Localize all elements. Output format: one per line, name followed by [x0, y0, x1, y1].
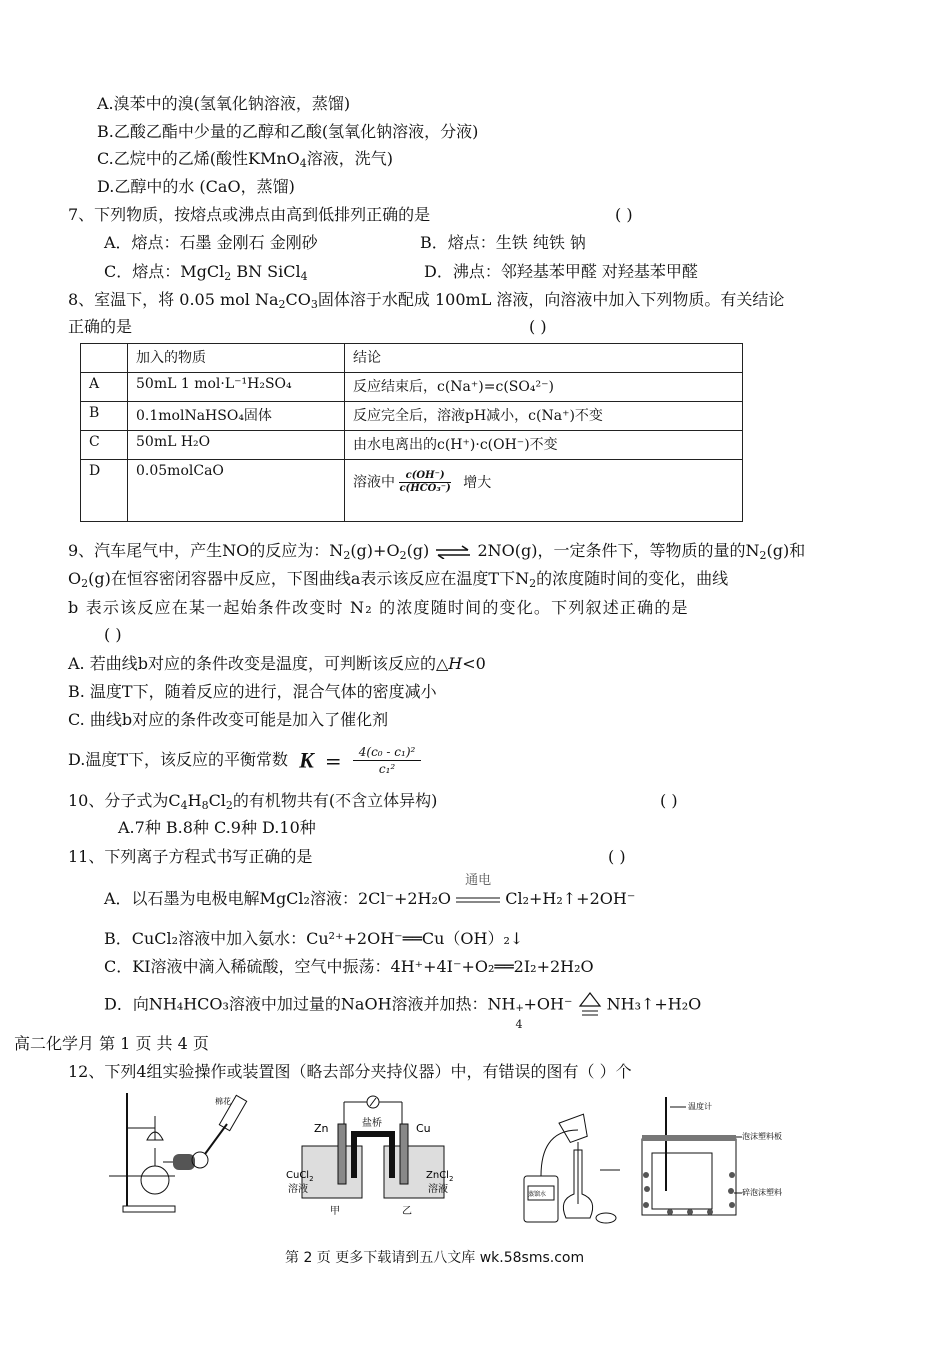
- heating-triangle-icon: [578, 992, 602, 1018]
- q7-option-c: C．熔点：MgCl$_2$ BN SiCl$_4$: [104, 262, 308, 283]
- q11-option-d: D．向NH₄HCO₃溶液中加过量的NaOH溶液并加热：NH + 4 +OH⁻ NH₃↑+H₂O: [104, 992, 701, 1018]
- q7-stem: 7、下列物质，按熔点或沸点由高到低排列正确的是: [68, 205, 431, 224]
- svg-text:ZnCl2: ZnCl$_2$: [426, 1170, 454, 1183]
- q10-bracket: ( ): [660, 791, 678, 810]
- q8-bracket: ( ): [529, 317, 547, 336]
- q6-option-a: A.溴苯中的溴(氢氧化钠溶液，蒸馏): [97, 94, 351, 113]
- q6-option-d: D.乙醇中的水 (CaO，蒸馏): [97, 177, 295, 196]
- q11-option-b: B．CuCl₂溶液中加入氨水：Cu²⁺+2OH⁻══Cu（OH）₂↓: [104, 929, 524, 948]
- q8-stem-line1: 8、室温下，将 0.05 mol $Na_2CO_3$固体溶于水配成 100mL 溶液，向溶液中加入下列物质。有关结论: [68, 290, 785, 311]
- q7-option-b: B．熔点：生铁 纯铁 钠: [420, 233, 586, 252]
- svg-text:棉花: 棉花: [215, 1097, 231, 1106]
- table-row: B 0.1molNaHSO₄固体 反应完全后，溶液pH减小，c(Na⁺)不变: [81, 402, 743, 431]
- q12-stem: 12、下列4组实验操作或装置图（略去部分夹持仪器）中，有错误的图有（ ）个: [68, 1062, 632, 1081]
- q11-option-a: A．以石墨为电极电解MgCl₂溶液：2Cl⁻+2H₂O 通电 Cl₂+H₂↑+2OH⁻: [104, 873, 636, 908]
- header-conclusion: 结论: [345, 344, 743, 373]
- svg-text:泡沫塑料板: 泡沫塑料板: [742, 1132, 782, 1141]
- q6-option-b: B.乙酸乙酯中少量的乙醇和乙酸(氢氧化钠溶液，分液): [97, 122, 479, 141]
- equilibrium-constant-formula: K = $\frac{\text{4(c₀ - c₁)²}}{\text{c₁²}}$: [299, 742, 421, 779]
- q10-options: A.7种 B.8种 C.9种 D.10种: [118, 818, 316, 837]
- svg-text:CuCl2: CuCl$_2$: [286, 1170, 314, 1183]
- svg-text:Cu: Cu: [416, 1122, 431, 1135]
- svg-text:溶液: 溶液: [288, 1184, 308, 1195]
- q9-option-a: A. 若曲线b对应的条件改变是温度，可判断该反应的△H<0: [68, 654, 486, 673]
- q9-option-c: C. 曲线b对应的条件改变可能是加入了催化剂: [68, 710, 389, 729]
- q11-stem: 11、下列离子方程式书写正确的是: [68, 847, 313, 866]
- q11-bracket: ( ): [608, 847, 626, 866]
- solution-transfer-figure: [518, 1100, 646, 1230]
- page-number-label: 高二化学月 第 1 页 共 4 页: [14, 1034, 209, 1053]
- svg-text:甲: 甲: [330, 1206, 340, 1217]
- table-header-row: [81, 344, 743, 373]
- table-row: C 50mL H₂O 由水电离出的c(H⁺)·c(OH⁻)不变: [81, 431, 743, 460]
- q8-stem-line2: 正确的是: [68, 317, 133, 336]
- table-row: A 50mL 1 mol·L⁻¹H₂SO₄ 反应结束后，c(Na⁺)=c(SO₄²⁻): [81, 373, 743, 402]
- concentration-ratio: $\frac{c(OH^-)}{\text{c(HCO₃⁻)}}$: [399, 470, 451, 494]
- q9-option-b: B. 温度T下，随着反应的进行，混合气体的密度减小: [68, 682, 437, 701]
- table-row: D 0.05molCaO 溶液中 $\frac{c(OH^-)}{\text{c(HCO₃⁻)}}$ 增大: [81, 460, 743, 522]
- q7-option-d: D．沸点：邻羟基苯甲醛 对羟基苯甲醛: [424, 262, 698, 281]
- q10-stem: 10、分子式为$C_4H_8Cl_2$的有机物共有(不含立体异构): [68, 791, 438, 812]
- svg-text:温度计: 温度计: [688, 1102, 712, 1111]
- galvanic-cell-figure: [284, 1088, 462, 1230]
- svg-text:蒸馏水: 蒸馏水: [528, 1191, 547, 1198]
- q11-option-c: C．KI溶液中滴入稀硫酸，空气中振荡：4H⁺+4I⁻+O₂══2I₂+2H₂O: [104, 957, 594, 976]
- svg-text:碎泡沫塑料: 碎泡沫塑料: [742, 1188, 782, 1197]
- dash-divider: [600, 1168, 620, 1172]
- q8-options-table: [80, 343, 743, 522]
- svg-text:溶液: 溶液: [428, 1184, 448, 1195]
- equilibrium-arrow-icon: [434, 545, 472, 559]
- svg-text:Zn: Zn: [314, 1122, 329, 1135]
- q9-bracket: ( ): [104, 625, 122, 644]
- q7-option-a: A．熔点：石墨 金刚石 金刚砂: [104, 233, 318, 252]
- q7-bracket: ( ): [615, 205, 633, 224]
- q9-option-d: D.温度T下，该反应的平衡常数 K = $\frac{\text{4(c₀ - c₁)²}}{\text{c₁²}}$: [68, 742, 421, 779]
- bottom-footer: 第 2 页 更多下载请到五八文库 wk.58sms.com: [285, 1250, 585, 1266]
- svg-text:盐桥: 盐桥: [362, 1118, 382, 1129]
- electrolysis-arrow: 通电: [465, 873, 492, 888]
- calorimeter-figure: [630, 1095, 820, 1225]
- distillation-apparatus-figure: [95, 1088, 265, 1230]
- q9-stem-line1: 9、汽车尾气中，产生NO的反应为：$N_2(g)+O_2(g)$ 2NO(g)，一定条件下，等物质的量的$N_2(g)$和: [68, 541, 806, 562]
- q9-stem-line3: b 表示该反应在某一起始条件改变时 N₂ 的浓度随时间的变化。下列叙述正确的是: [68, 598, 689, 617]
- svg-text:乙: 乙: [402, 1206, 412, 1217]
- q9-stem-line2: $O_2(g)$在恒容密闭容器中反应，下图曲线a表示该反应在温度T下$N_2$的浓度随时间的变化，曲线: [68, 569, 729, 590]
- header-substance: 加入的物质: [128, 344, 345, 373]
- q6-option-c: C.乙烷中的乙烯(酸性KMnO$_4$溶液，洗气): [97, 149, 394, 170]
